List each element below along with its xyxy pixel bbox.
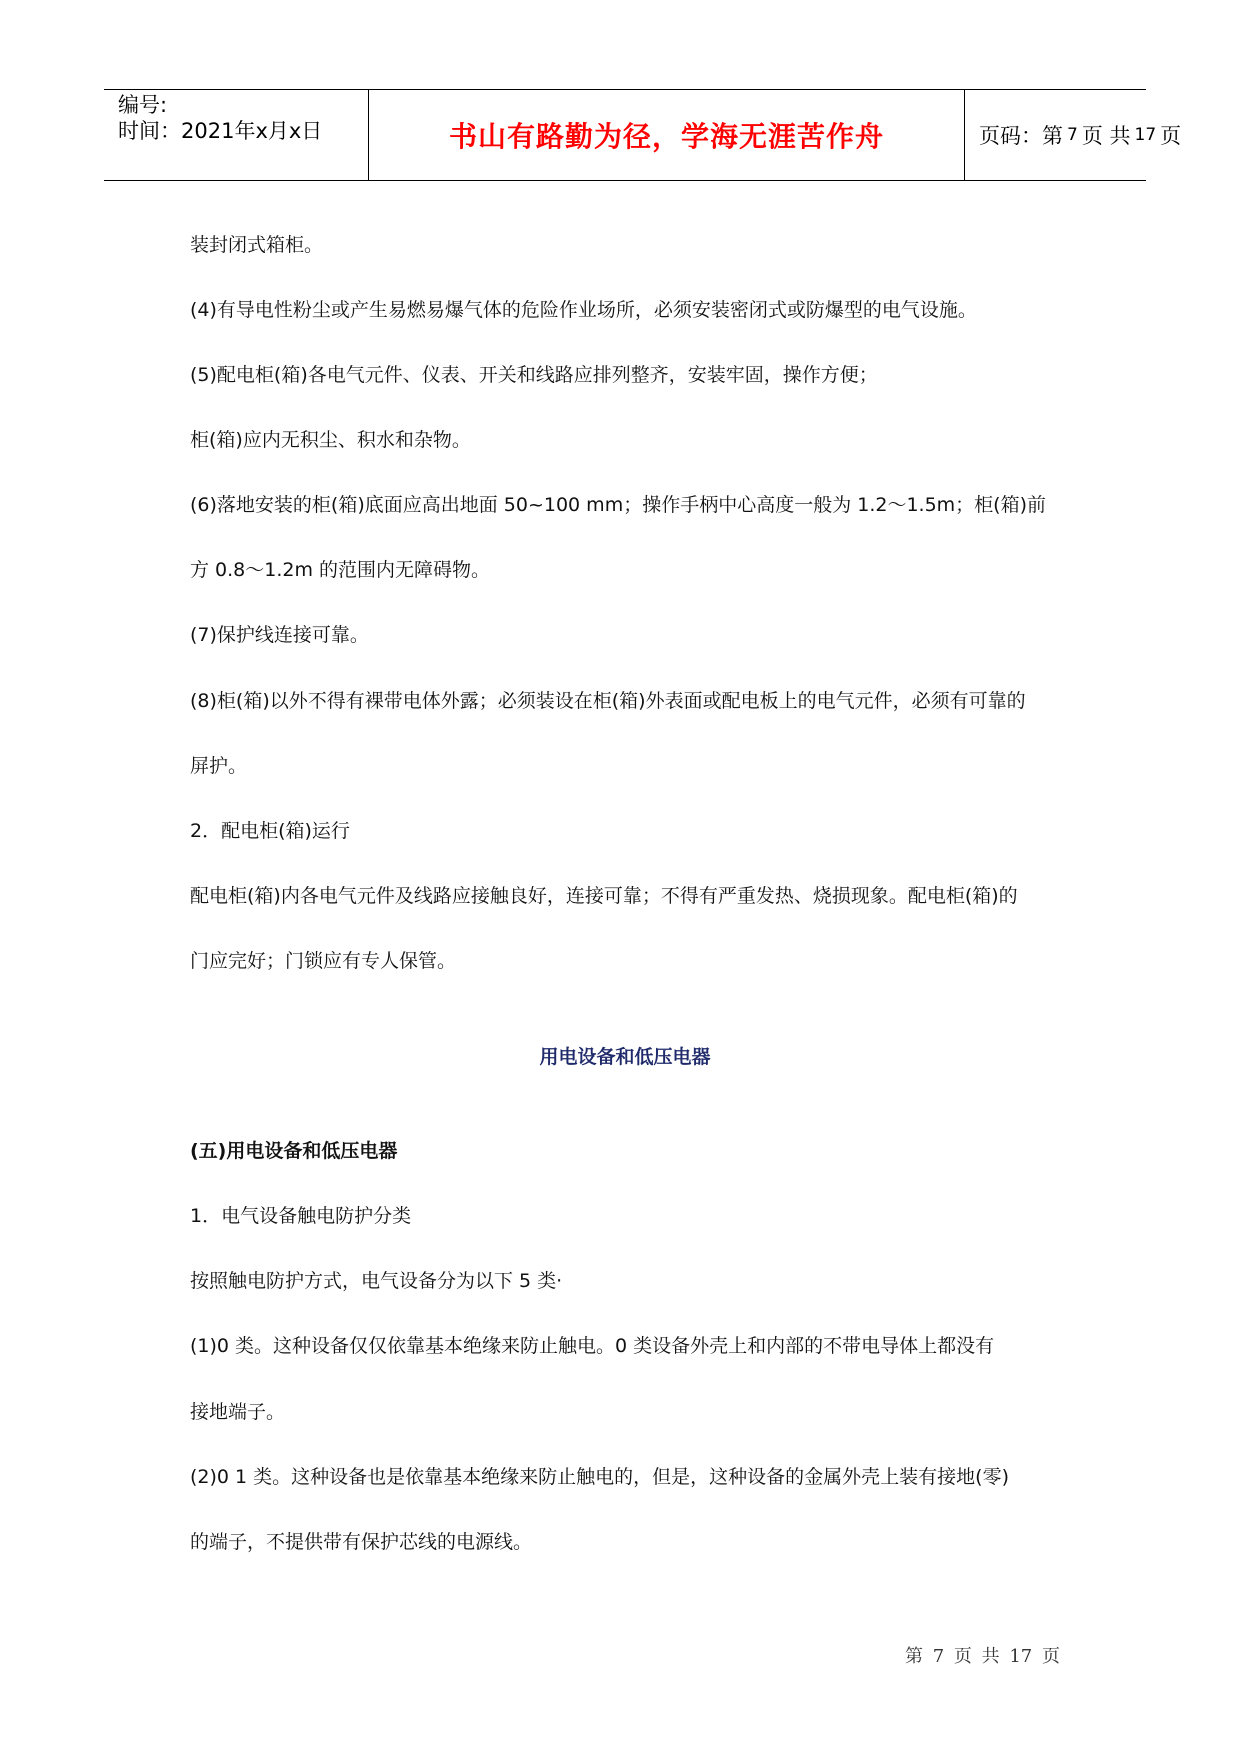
subsection-title: (五)用电设备和低压电器 (190, 1140, 398, 1162)
body-line: 接地端子。 (190, 1401, 286, 1423)
document-number-label: 编号: (118, 93, 168, 117)
body-line: (2)0 1 类。这种设备也是依靠基本绝缘来防止触电的，但是，这种设备的金属外壳上装有接地(零) (190, 1466, 1009, 1488)
page-prefix: 页码：第 (979, 124, 1063, 148)
body-line: (6)落地安装的柜(箱)底面应高出地面 50~100 mm；操作手柄中心高度一般为 1.2～1.5m；柜(箱)前 (190, 494, 1047, 516)
page-mid: 页 共 (1081, 124, 1131, 148)
body-line: 装封闭式箱柜。 (190, 234, 324, 256)
body-line: (7)保护线连接可靠。 (190, 624, 369, 646)
body-line: 1．电气设备触电防护分类 (190, 1205, 412, 1227)
header-page-cell (965, 90, 1182, 180)
body-line: (8)柜(箱)以外不得有裸带电体外露；必须装设在柜(箱)外表面或配电板上的电气元件，必须有可靠的 (190, 690, 1026, 712)
body-line: 的端子，不提供带有保护芯线的电源线。 (190, 1531, 533, 1553)
header-meta-cell (104, 90, 369, 180)
page-current: 7 (1067, 125, 1078, 145)
page-footer: 第 7 页 共 17 页 (905, 1646, 1060, 1667)
page-header (104, 89, 1182, 181)
body-line: (5)配电柜(箱)各电气元件、仪表、开关和线路应排列整齐，安装牢固，操作方便； (190, 364, 878, 386)
body-line: (1)0 类。这种设备仅仅依靠基本绝缘来防止触电。0 类设备外壳上和内部的不带电导体上都没有 (190, 1335, 995, 1357)
page-suffix: 页 (1160, 124, 1182, 148)
body-line: (4)有导电性粉尘或产生易燃易爆气体的危险作业场所，必须安装密闭式或防爆型的电气设施。 (190, 299, 977, 321)
document-time-label: 时间：2021年x月x日 (118, 119, 323, 143)
header-motto-cell (369, 90, 965, 180)
body-line: 柜(箱)应内无积尘、积水和杂物。 (190, 429, 471, 451)
body-line: 按照触电防护方式，电气设备分为以下 5 类· (190, 1270, 563, 1292)
body-line: 2．配电柜(箱)运行 (190, 820, 350, 842)
body-line: 屏护。 (190, 755, 248, 777)
body-line: 门应完好；门锁应有专人保管。 (190, 950, 457, 972)
body-line: 方 0.8～1.2m 的范围内无障碍物。 (190, 559, 491, 581)
page-total: 17 (1134, 125, 1157, 145)
section-title: 用电设备和低压电器 (539, 1046, 711, 1068)
body-line: 配电柜(箱)内各电气元件及线路应接触良好，连接可靠；不得有严重发热、烧损现象。配电柜(箱)的 (190, 885, 1018, 907)
header-motto: 书山有路勤为径，学海无涯苦作舟 (448, 120, 884, 153)
